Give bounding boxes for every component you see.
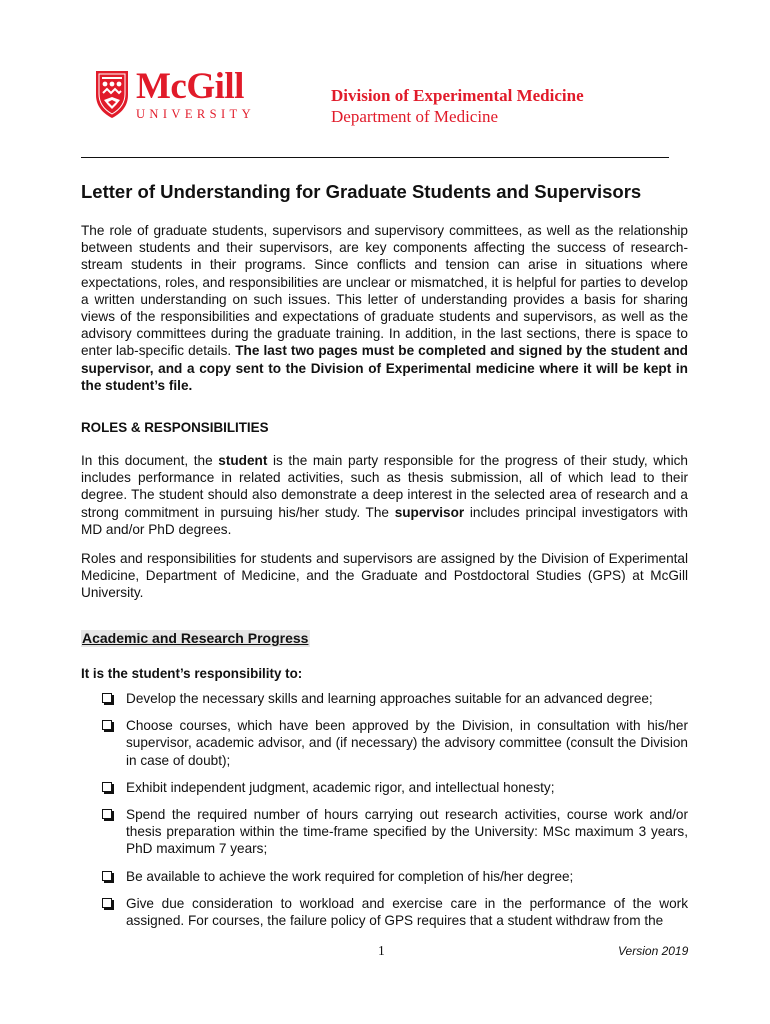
roles-paragraph-2: Roles and responsibilities for students and supervisors are assigned by the Division of Experimental Medicine, Department of Medicine, and the Graduate and Postdoctoral Studies (GPS) at McGill University. [81,551,688,601]
logo-name: McGill [136,66,244,107]
roles-text-c: includes principal investigators with MD and/or PhD degrees. [81,504,688,537]
checkbox-bullet-icon [102,871,112,881]
section-heading: Academic and Research Progress [82,630,309,646]
logo-subtitle: UNIVERSITY [136,107,255,121]
intro-text: The role of graduate students, supervisors and supervisory committees, as well as the relationship between students and their supervisors, are key components affecting the success of research-stream students in their programs. Since conflicts and tension can arise in situations where expectations, roles, and responsibilities are unclear or mismatched, it is helpful for parties to develop a written understanding on such issues. This letter of understanding provides a basis for sharing views of the responsibilities and expectations of graduate students and supervisors, as well as the advisory committees during the graduate training. In addition, in the last sections, there is space to enter lab-specific details. [81,223,688,359]
section-subheading: It is the student’s responsibility to: [81,666,303,681]
page-number: 1 [378,943,385,958]
version-label: Version 2019 [618,944,689,958]
list-item [101,806,688,858]
checkbox-bullet-icon [102,720,112,730]
header-divider [81,157,669,158]
list-item [101,690,688,707]
list-item-text: Choose courses, which have been approved by the Division, in consultation with his/her supervisor, academic advisor, and (if necessary) the advisory committee (consult the Division in case of doubt); [126,718,688,768]
supervisor-term: supervisor [394,504,465,520]
page-title: Letter of Understanding for Graduate Students and Supervisors [81,181,642,202]
list-item [101,895,688,929]
list-item [101,868,688,885]
checkbox-bullet-icon [102,782,112,792]
checkbox-bullet-icon [102,809,112,819]
roles-text-a: In this document, the [81,453,219,468]
list-item [101,779,688,796]
list-item-text: Develop the necessary skills and learning approaches suitable for an advanced degree; [126,691,653,706]
list-item-text: Be available to achieve the work required for completion of his/her degree; [126,868,574,884]
list-item-text: Spend the required number of hours carrying out research activities, course work and/or thesis preparation within the time-frame specified by the University: MSc maximum 3 years, PhD maximum 7 years; [126,807,688,857]
responsibility-list [101,690,688,939]
student-term: student [218,453,268,468]
roles-paragraph-1 [81,452,688,538]
checkbox-bullet-icon [102,898,112,908]
mcgill-shield-icon [94,69,130,119]
roles-heading: ROLES & RESPONSIBILITIES [81,420,269,435]
list-item-text: Give due consideration to workload and exercise care in the performance of the work assigned. For courses, the failure policy of GPS requires that a student withdraw from the [126,895,688,929]
department-title: Department of Medicine [331,107,499,126]
list-item-text: Exhibit independent judgment, academic rigor, and intellectual honesty; [126,779,555,795]
intro-paragraph [81,222,688,394]
division-title: Division of Experimental Medicine [331,86,584,105]
checkbox-bullet-icon [102,693,112,703]
roles-text-b: is the main party responsible for the progress of their study, which includes performance in related activities, such as thesis submission, all of which lead to their degree. The student should also demonstrate a deep interest in the selected area of research and a strong commitment in pursuing his/her study. The [81,453,688,520]
mcgill-logo [80,63,270,127]
intro-bold-text: The last two pages must be completed and signed by the student and supervisor, and a copy sent to the Division of Experimental medicine where it will be kept in the student’s file. [81,343,688,393]
list-item [101,717,688,769]
